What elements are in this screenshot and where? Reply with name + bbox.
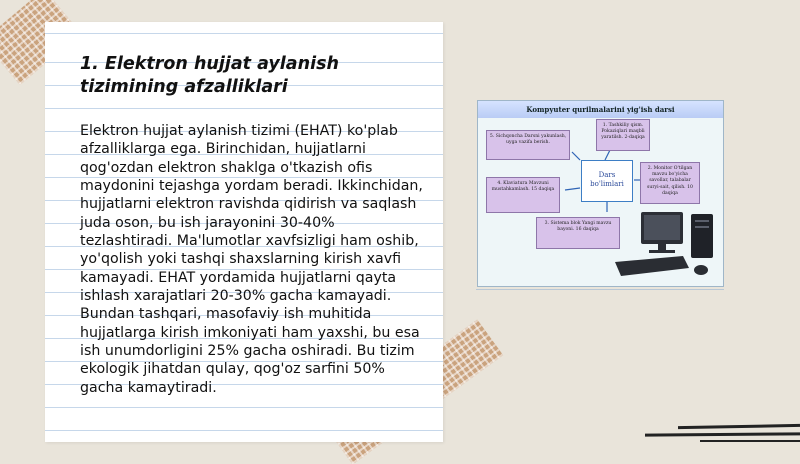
body-paragraph: Elektron hujjat aylanish tizimi (EHAT) ko'plab afzalliklarga ega. Birinchidan, hujjatlarni qog'ozdan elektron shaklga o'tkazish ofis maydonini tejashga yordam beradi. Ikkinchidan, hujjatlarni elektron ravishda qidirish va saqlash juda oson, bu ish jarayonini 30-40% tezlashtiradi. Ma'lumotlar xavfsizligi ham oshib, yo'qolish yoki tashqi shaxslarning kirish xavfi kamayadi. EHAT yordamida hujjatlarni qayta ishlash xarajatlari 20-30% gacha kamayadi. Bundan tashqari, masofaviy ish muhitida hujjatlarga kirish imkoniyati ham yaxshi, bu esa ish unumdorligini 25% gacha oshiradi. Bu tizim ekologik jihatdan qulay, qog'oz sarfini 50% gacha kamaytiradi. [80,123,423,396]
deco-line-2 [645,432,800,436]
diagram-center-box: Dars bo'limlari [581,160,633,202]
image-divider [476,289,724,290]
diagram-box-1: 1. Tashkiliy qism. Pokaziqlari maqbli yaratilsh. 2-daqiqa [596,119,650,151]
diagram-box-2: 2. Monitor O'tilgan mavzu bo'yicha savollar, talabalar suryi-sait, qilish. 10 daqiqa [640,162,700,204]
deco-line-1 [678,424,800,429]
deco-line-3 [700,440,800,442]
page-title: 1. Elektron hujjat aylanish tizimining afzalliklari [80,54,339,97]
image-header: Kompyuter qurilmalarini yig'ish darsi [478,101,723,118]
diagram-box-4: 4. Klaviatura Mavzuni mustahkamlash. 15 daqiqa [486,177,560,213]
diagram-box-3: 3. Sistema blok Yangi mavzu bayoni. 16 daqiqa [536,217,620,249]
diagram-box-5: 5. Sichqoncha Darsni yakunlash, uyga vazifa berish. [486,130,570,160]
